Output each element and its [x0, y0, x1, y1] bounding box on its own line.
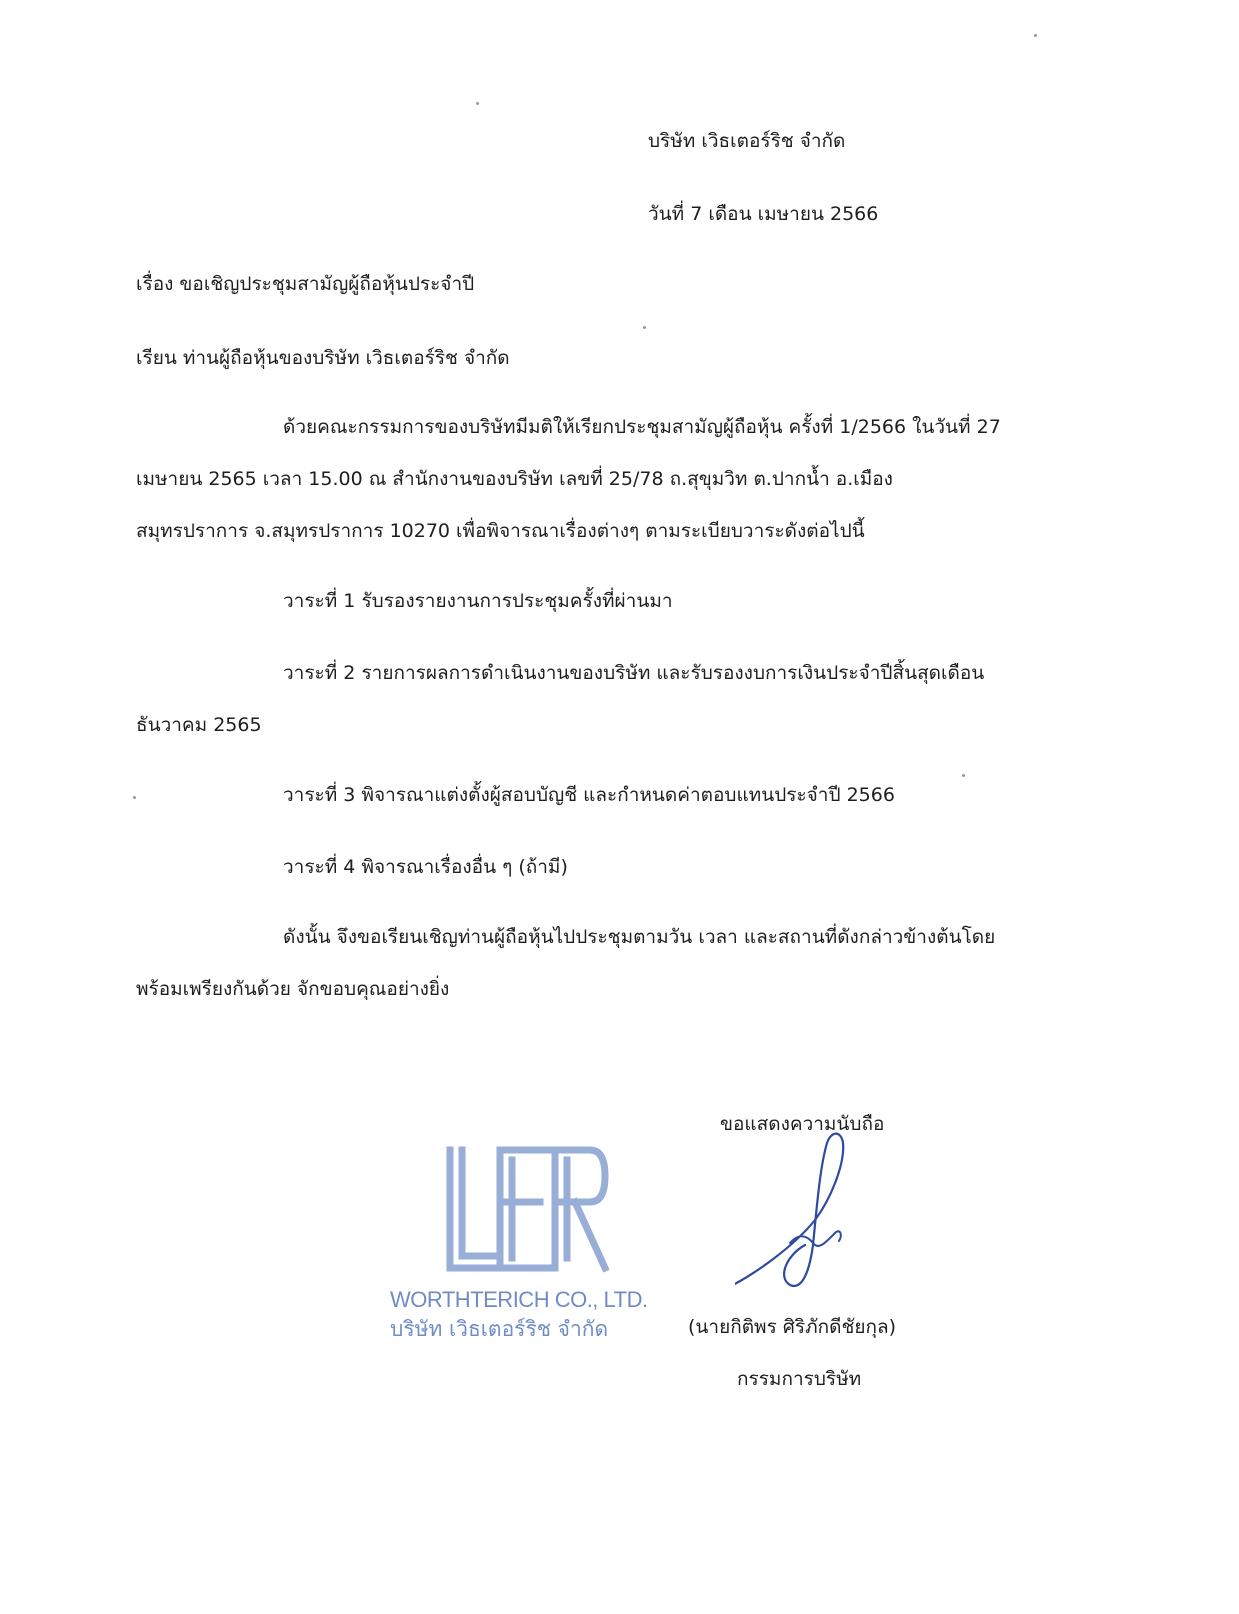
body-paragraph-line: ด้วยคณะกรรมการของบริษัทมีมติให้เรียกประชุมสามัญผู้ถือหุ้น ครั้งที่ 1/2566 ในวันที่ 27 — [283, 416, 1001, 438]
recipient-line: เรียน ท่านผู้ถือหุ้นของบริษัท เวิธเตอร์ริช จำกัด — [136, 347, 510, 369]
agenda-item-3: วาระที่ 3 พิจารณาแต่งตั้งผู้สอบบัญชี และกำหนดค่าตอบแทนประจำปี 2566 — [283, 784, 895, 806]
handwritten-signature — [735, 1125, 905, 1335]
scan-speck — [476, 102, 479, 105]
signer-name: (นายกิติพร ศิริภักดีชัยกุล) — [688, 1316, 897, 1338]
regards-text: ขอแสดงความนับถือ — [720, 1113, 885, 1135]
subject-line: เรื่อง ขอเชิญประชุมสามัญผู้ถือหุ้นประจำปี — [136, 273, 475, 295]
closing-paragraph-line: พร้อมเพรียงกันด้วย จักขอบคุณอย่างยิ่ง — [136, 978, 450, 1000]
scan-speck — [962, 774, 965, 777]
agenda-item-1: วาระที่ 1 รับรองรายงานการประชุมครั้งที่ผ่านมา — [283, 590, 673, 612]
signer-position: กรรมการบริษัท — [737, 1368, 862, 1390]
scan-speck — [643, 326, 646, 329]
agenda-item-2-continued: ธันวาคม 2565 — [136, 714, 262, 736]
body-paragraph-line: เมษายน 2565 เวลา 15.00 ณ สำนักงานของบริษัท เลขที่ 25/78 ถ.สุขุมวิท ต.ปากน้ำ อ.เมือง — [136, 468, 893, 490]
company-name: บริษัท เวิธเตอร์ริช จำกัด — [648, 130, 846, 152]
company-stamp — [390, 1140, 680, 1400]
body-paragraph-line: สมุทรปราการ จ.สมุทรปราการ 10270 เพื่อพิจารณาเรื่องต่างๆ ตามระเบียบวาระดังต่อไปนี้ — [136, 520, 865, 542]
svg-text:บริษัท เวิธเตอร์ริช จำกัด: บริษัท เวิธเตอร์ริช จำกัด — [390, 1317, 609, 1341]
svg-text:WORTHTERICH CO., LTD.: WORTHTERICH CO., LTD. — [390, 1287, 648, 1312]
agenda-item-4: วาระที่ 4 พิจารณาเรื่องอื่น ๆ (ถ้ามี) — [283, 856, 568, 878]
letter-date: วันที่ 7 เดือน เมษายน 2566 — [648, 203, 879, 225]
scan-speck — [133, 796, 136, 799]
agenda-item-2: วาระที่ 2 รายการผลการดำเนินงานของบริษัท และรับรองงบการเงินประจำปีสิ้นสุดเดือน — [283, 662, 985, 684]
closing-paragraph-line: ดังนั้น จึงขอเรียนเชิญท่านผู้ถือหุ้นไปประชุมตามวัน เวลา และสถานที่ดังกล่าวข้างต้นโดย — [283, 926, 996, 948]
scan-speck — [1034, 34, 1037, 37]
